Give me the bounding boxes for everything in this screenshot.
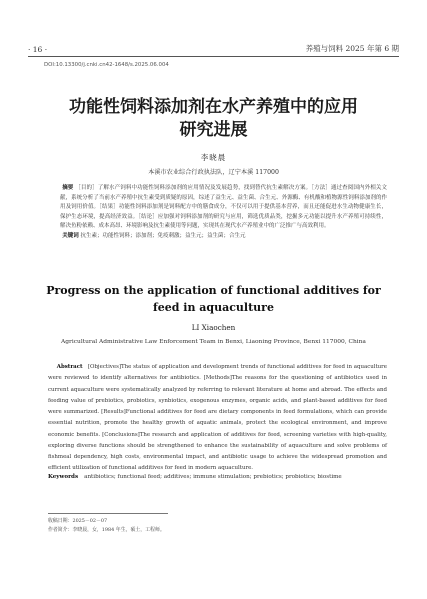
chinese-keywords-text: 抗生素；功能性饲料；添加剂；免疫刺激；益生元；益生菌；合生元 (80, 232, 246, 239)
chinese-abstract-text: ［目的］了解水产饲料中功能性饲料添加剂的应用情况及发展趋势，找到替代抗生素解决方案。［方法］通过查阅国内外相关文献，系统分析了当前水产养殖中抗生素受到质疑的原因，综述了益生元、益生菌、合生元、外源酶、有机酸和植物源性饲料添加剂的作用及饲用价值。［结果］功能性饲料添加剂是饲料配方中的膳食成分，不仅可以用于提供基本营养，而且还能促进水生动物健康生长，保护生态环境，提高经济效益。［结论］应加强对饲料添加剂的研究与应用，筛选优质品类，挖掘多元功能以提升水产养殖可持续性，解决鱼粉依赖、成本高昂、环境影响及抗生素使用等问题，实现其在现代水产养殖业中的广泛推广与高效利用。 (60, 185, 387, 230)
page-number: · 16 · (28, 45, 48, 54)
footnote-divider (48, 513, 168, 514)
chinese-keywords (60, 232, 387, 242)
chinese-title-line-1: 功能性饲料添加剂在水产养殖中的应用 (69, 97, 358, 117)
journal-name: 养殖与饲料 2025 年第 6 期 (305, 44, 399, 53)
chinese-title-line-2: 研究进展 (179, 120, 248, 140)
english-keywords-text: antibiotics; functional feed; additives; immune stimulation; prebiotics; probiotics; biostime (84, 474, 342, 480)
author-info: 作者简介：李晓晨，女，1984 年生，硕士，工程师。 (48, 527, 165, 533)
chinese-keywords-label: 关键词 (62, 232, 79, 239)
header-divider (28, 56, 399, 57)
english-affiliation: Agricultural Administrative Law Enforcement Team in Benxi, Liaoning Province, Benxi 117000, China (61, 339, 366, 345)
received-date: 收稿日期：2025－02－07 (48, 518, 108, 524)
running-header (28, 40, 399, 54)
english-abstract-paragraph (48, 362, 387, 475)
english-abstract-text: [Objectives]The status of application and development trends of functional additives for feed in aquaculture were reviewed to identify alternatives for antibiotics. [Methods]The reasons for the questioning of antibiotics used in current aquaculture were systematically analyzed by referring to relevant literature at home and abroad. The effects and feeding value of prebiotics, probiotics, synbiotics, exogenous enzymes, organic acids, and plant-based additives for feed were summarized. [Results]Functional additives for feed are dietary components in feed formulations, which can provide essential nutrition, promote the healthy growth of aquatic animals, protect the ecological environment, and improve economic benefits. [Conclusions]The research and application of additives for feed, screening varieties with high-quality, exploring diverse functions should be strengthened to enhance the sustainability of aquaculture and solve problems of fishmeal dependency, high costs, environmental impact, and antibiotic usage to achieve the widespread promotion and efficient utilization of functional additives for feed in modern aquaculture. (48, 364, 387, 472)
chinese-abstract-paragraph (60, 184, 387, 232)
english-author: LI Xiaochen (191, 323, 236, 332)
english-title-line-1: Progress on the application of functional additives for (46, 284, 381, 297)
english-abstract-label: Abstract (56, 364, 83, 370)
doi-line[interactable]: DOI:10.13300/j.cnki.cn42-1648/s.2025.06.004 (44, 62, 169, 68)
english-keywords (48, 474, 387, 480)
chinese-abstract (60, 184, 387, 242)
chinese-title (24, 96, 403, 142)
english-keywords-label: Keywords (48, 474, 79, 480)
chinese-affiliation: 本溪市农业综合行政执法队，辽宁本溪 117000 (148, 169, 279, 176)
footnotes (48, 517, 387, 535)
english-abstract (48, 362, 387, 475)
chinese-author: 李晓晨 (200, 153, 227, 162)
english-title (40, 282, 387, 316)
chinese-abstract-label: 摘要 (62, 185, 74, 191)
english-title-line-2: feed in aquaculture (153, 301, 274, 314)
